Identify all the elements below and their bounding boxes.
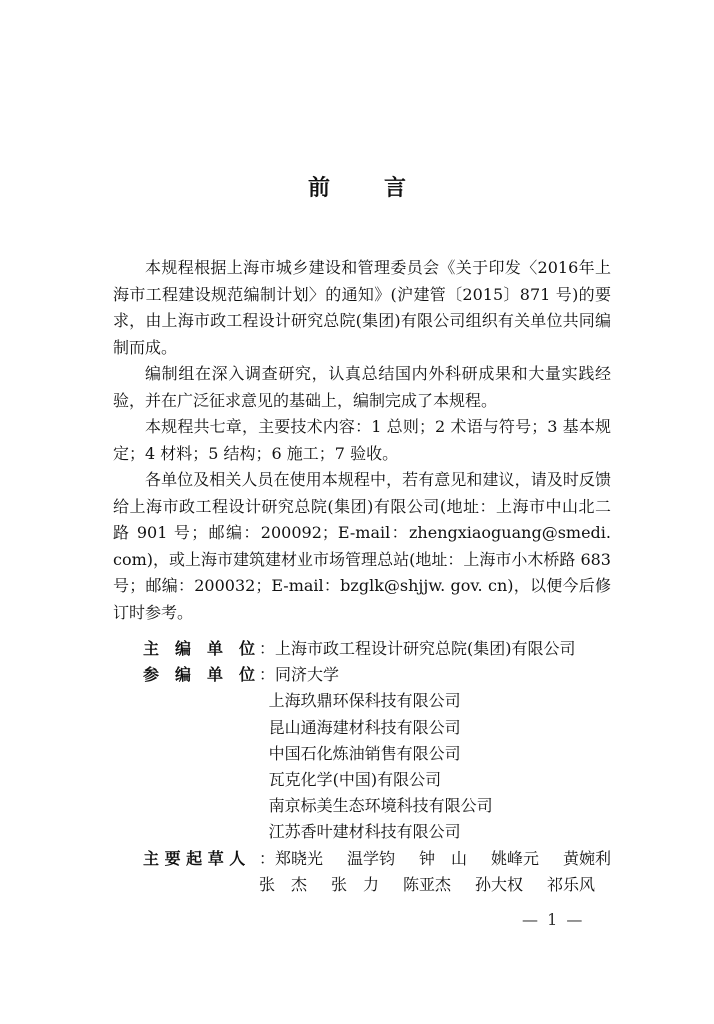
contributors-list — [113, 636, 613, 898]
participant-unit: 南京标美生态环境科技有限公司 — [268, 796, 493, 816]
drafter-name: 张 杰 — [259, 874, 308, 894]
chief-editor-colon: ： — [259, 639, 276, 658]
paragraph-4: 各单位及相关人员在使用本规程中，若有意见和建议，请及时反馈给上海市政工程设计研究总院(集团)有限公司(地址：上海市中山北二路 901 号；邮编：200092；E-mail：zhengxiaoguang@smedi. com)，或上海市建筑建材业市场管理总站(地址：上海市小木桥路 683 号；邮编：200032；E-mail：bzglk@shjjw. gov. cn)，以便今后修订时参考。 — [113, 470, 611, 622]
drafter-names — [259, 872, 619, 898]
drafter-name: 姚峰元 — [491, 848, 540, 868]
participant-unit: 江苏香叶建材科技有限公司 — [268, 822, 461, 842]
drafter-name: 钟 山 — [419, 848, 468, 868]
participant-row — [113, 662, 613, 688]
drafter-name: 郑晓光 — [275, 848, 324, 868]
chief-editor-unit: 上海市政工程设计研究总院(集团)有限公司 — [275, 639, 576, 658]
participant-unit: 昆山通海建材科技有限公司 — [268, 717, 461, 737]
paragraph-1: 本规程根据上海市城乡建设和管理委员会《关于印发〈2016年上海市工程建设规范编制计划〉的通知》(沪建管〔2015〕871 号)的要求，由上海市政工程设计研究总院(集团)有限公司组织有关单位共同编制而成。 — [113, 258, 611, 357]
drafter-name: 温学钧 — [347, 848, 396, 868]
participant-row — [113, 819, 613, 845]
chief-editor-row — [113, 636, 613, 662]
participant-row — [113, 793, 613, 819]
participants-colon: ： — [259, 665, 276, 685]
label-spacer — [113, 741, 259, 767]
drafter-name: 祁乐风 — [547, 874, 596, 894]
drafters-row — [113, 846, 613, 872]
drafters-label: 主 要 起 草 人 — [143, 848, 246, 868]
label-spacer — [113, 872, 259, 898]
drafter-name: 张 力 — [331, 874, 380, 894]
paragraph-3: 本规程共七章，主要技术内容：1 总则；2 术语与符号；3 基本规定；4 材料；5 结构；6 施工；7 验收。 — [113, 417, 611, 463]
drafters-row — [113, 872, 613, 898]
participant-unit: 同济大学 — [275, 665, 340, 685]
drafter-name: 黄婉利 — [563, 848, 612, 868]
label-spacer — [113, 793, 259, 819]
drafter-name: 孙大权 — [475, 874, 524, 894]
label-spacer — [113, 688, 259, 714]
participant-unit: 上海玖鼎环保科技有限公司 — [268, 691, 461, 711]
participant-row — [113, 715, 613, 741]
participant-unit: 中国石化炼油销售有限公司 — [268, 743, 461, 763]
participants-label: 参 编 单 位 — [143, 665, 256, 685]
participant-row — [113, 767, 613, 793]
label-spacer — [113, 715, 259, 741]
participant-row — [113, 688, 613, 714]
page-title: 前 言 — [307, 176, 422, 201]
paragraph-2: 编制组在深入调查研究，认真总结国内外科研成果和大量实践经验，并在广泛征求意见的基础上，编制完成了本规程。 — [113, 364, 611, 410]
chief-editor-label: 主 编 单 位 — [143, 639, 256, 658]
drafters-colon: ： — [259, 848, 276, 868]
preface-body — [113, 255, 611, 626]
participant-row — [113, 741, 613, 767]
label-spacer — [113, 767, 259, 793]
page-number: — 1 — — [522, 910, 585, 929]
label-spacer — [113, 819, 259, 845]
participant-unit: 瓦克化学(中国)有限公司 — [268, 769, 442, 789]
drafter-names — [275, 846, 635, 872]
drafter-name: 陈亚杰 — [403, 874, 452, 894]
